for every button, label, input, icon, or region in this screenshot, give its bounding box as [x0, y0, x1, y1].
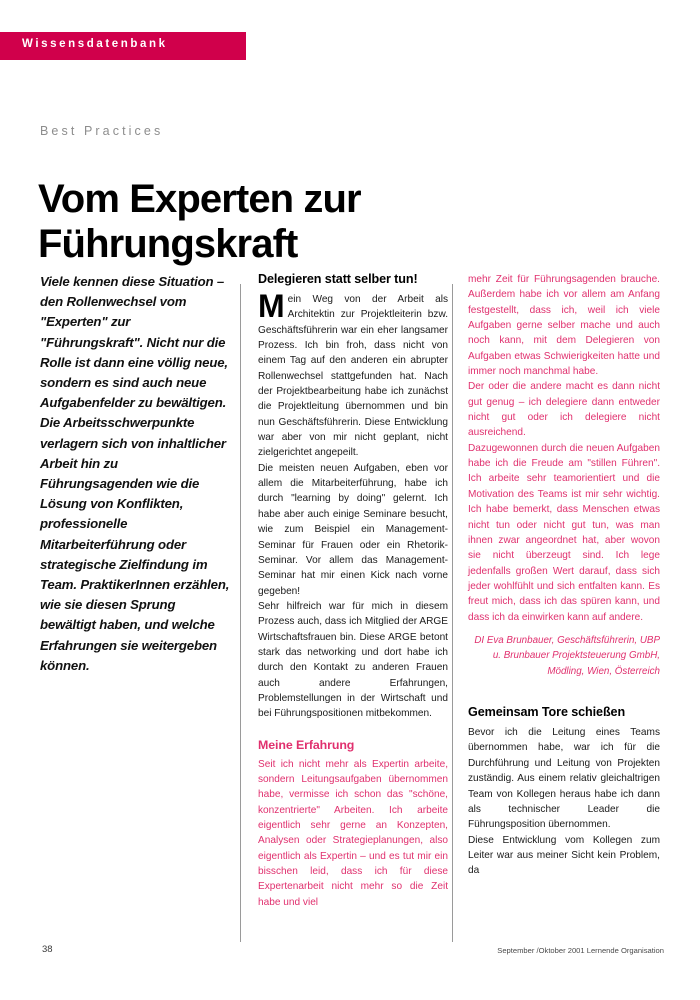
right-column: [468, 272, 660, 879]
drop-cap: M: [258, 288, 285, 324]
subheading-meine-erfahrung: Meine Erfahrung: [258, 737, 355, 752]
body-paragraph: Diese Entwicklung vom Kollegen zum Leiter war aus meiner Sicht kein Problem, da: [468, 834, 660, 877]
publication-imprint: September /Oktober 2001 Lernende Organisation: [497, 946, 664, 955]
body-paragraph-accent: Dazugewonnen durch die neuen Aufgaben habe ich die Freude am "stillen Führen". Ich arbeite sehr teamorientiert und die Motivation des Teams ist mir sehr wichtig. Ich habe bemerkt, dass Menschen etwas nicht tun oder nicht gut tun, was man ihnen zwar angeordnet hat, aber wovon sie nicht überzeugt sind. Ich lege jedenfalls großen Wert darauf, dass sich jeder wohlfühlt und sich entfalten kann. Es freut mich, dass ich das spüren kann, und dass ich da einwirken kann auf andere.: [468, 442, 660, 623]
body-paragraph-text: ein Weg von der Arbeit als Architektin zur Projektleiterin bzw. Geschäftsführerin war ein eher langsamer Prozess. Ich bin froh, dass nicht von einem Tag auf den anderen ein abrupter Rollenwechsel stattgefunden hat. Nach der Projektbearbeitung habe ich zunächst die Projektleitung übernommen und bin nun Geschäftsführerin. Diese Entwicklung war aber von mir nicht geplant, nicht zielgerichtet angepeilt.: [258, 294, 448, 459]
body-paragraph: Bevor ich die Leitung eines Teams übernommen habe, war ich für die Durchführung und Leitung von Projekten zuständig. Aus einem relativ gleichaltrigen Team von Kollegen heraus habe ich dann als technischer Leader die Führungsposition übernommen.: [468, 727, 660, 831]
body-paragraph: [258, 288, 448, 461]
intro-column: [40, 272, 230, 676]
body-paragraph-accent: mehr Zeit für Führungsagenden brauche. Außerdem habe ich vor allem am Anfang festgestellt, dass ich, weil ich viele Aufgaben gerne selber mache und auch noch kann, mit dem Delegieren von Aufgaben etwas Schwierigkeiten hatte und immer noch manchmal habe.: [468, 274, 660, 378]
quote-attribution: DI Eva Brunbauer, Geschäftsführerin, UBP u. Brunbauer Projektsteuerung GmbH, Mödling, Wien, Österreich: [474, 634, 660, 677]
page-title: [38, 177, 518, 267]
body-paragraph: Sehr hilfreich war für mich in diesem Prozess auch, dass ich Mitglied der ARGE Wirtschaftsfrauen bin. Diese ARGE betont stark das networking und dort habe ich durch den Kontakt zu anderen Frauen auch andere Erfahrungen, Problemstellungen in der Wirtschaft und bei Führungspositionen mitbekommen.: [258, 600, 448, 720]
section-banner-label: Wissensdatenbank: [22, 38, 168, 50]
article-kicker: Best Practices: [40, 124, 164, 138]
banner-row: [0, 32, 700, 60]
intro-paragraph: Viele kennen diese Situation – den Rollenwechsel vom "Experten" zur "Führungskraft". Nicht nur die Rolle ist dann eine völlig neue, sondern es sind auch neue Aufgabenfelder zu bewältigen. Die Arbeitsschwerpunkte verlagern sich von inhaltlicher Arbeit hin zu Führungsagenden wie die Lösung von Konflikten, professionelle Mitarbeiterführung oder strategische Zielfindung im Team. PraktikerInnen erzählen, wie sie diesen Sprung bewältigt haben, und welche Erfahrungen sie weitergeben können.: [40, 274, 230, 673]
subheading-gemeinsam-tore: Gemeinsam Tore schießen: [468, 705, 626, 720]
body-paragraph-accent: Der oder die andere macht es dann nicht gut genug – ich delegiere dann entweder nicht gut oder ich delegiere nicht ausreichend.: [468, 381, 660, 439]
body-paragraph-accent: Seit ich nicht mehr als Expertin arbeite, sondern Leitungsaufgaben übernommen habe, vermisse ich schon das "schöne, konzentrierte" Arbeiten. Ich arbeite eigentlich sehr gerne an Konzepten, Analysen oder Strategieplanungen, also eigentlich als Expertin – und es tut mir ein bisschen leid, dass ich für diese Expertenarbeit nicht mehr so die Zeit habe und viel: [258, 758, 448, 908]
page-title-line-1: Vom Experten zur: [38, 176, 361, 221]
page-number: 38: [42, 944, 53, 955]
subheading-delegieren: Delegieren statt selber tun!: [258, 272, 418, 286]
column-divider-left: [240, 284, 241, 942]
body-paragraph: Die meisten neuen Aufgaben, eben vor allem die Mitarbeiterführung, habe ich durch "learning by doing" gelernt. Ich habe aber auch einige Seminare besucht, wie zum Beispiel ein Management-Seminar für Frauen oder ein Rhetorik-Seminar. Vor allem das Management-Seminar hat mir einen Kick nach vorne gegeben!: [258, 462, 448, 597]
middle-column: [258, 272, 448, 910]
page-title-line-2: Führungskraft: [38, 221, 298, 266]
column-divider-right: [452, 284, 453, 942]
